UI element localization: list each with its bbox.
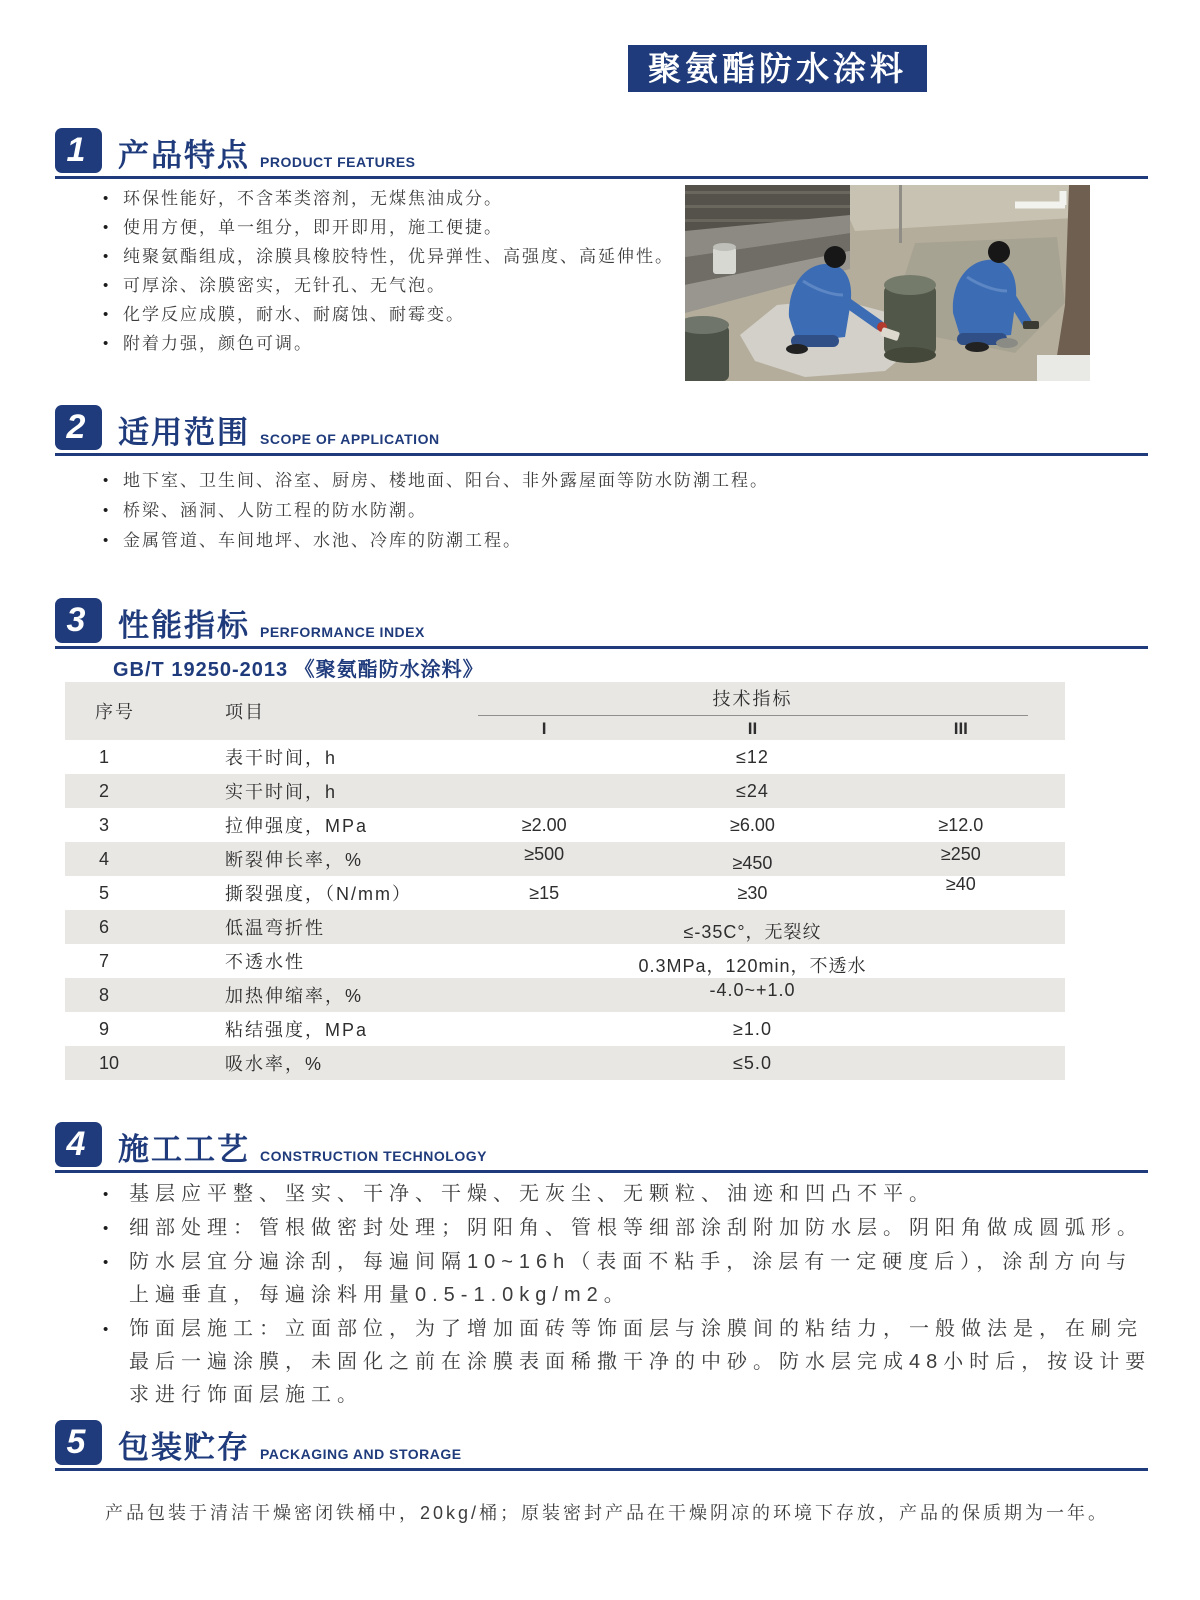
section-subtitle: SCOPE OF APPLICATION [260,431,440,448]
row-item: 实干时间，h [225,782,338,802]
row-value-III: ≥12.0 [938,814,984,835]
section-title: 包装贮存 [118,1430,250,1466]
row-item: 吸水率，% [225,1054,324,1074]
row-item: 撕裂强度，（N/mm） [225,884,412,904]
packaging-text: 产品包装于清洁干燥密闭铁桶中，20kg/桶；原装密封产品在干燥阴凉的环境下存放，产品的保质期为一年。 [105,1503,1110,1523]
section-number-badge: 1 [55,128,102,173]
list-item [103,271,688,300]
table-row [65,910,1065,944]
list-item [103,184,688,213]
section-title: 施工工艺 [118,1132,250,1168]
row-no: 8 [99,984,110,1005]
section-subtitle: PRODUCT FEATURES [260,154,416,171]
row-item: 低温弯折性 [225,918,325,938]
row-item: 断裂伸长率，% [225,850,364,870]
row-item: 表干时间，h [225,748,338,768]
row-value-I: ≥2.00 [521,814,567,835]
section-title: 性能指标 [118,608,250,644]
row-value: ≤5.0 [733,1052,772,1073]
bullet-icon: • [103,335,111,352]
list-item-text: 化学反应成膜，耐水、耐腐蚀、耐霉变。 [123,305,465,324]
bullet-icon: • [103,219,111,236]
section-header-construction [55,1122,1148,1173]
section-subtitle: PACKAGING AND STORAGE [260,1446,462,1463]
row-value: ≥1.0 [733,1018,772,1039]
row-no: 5 [99,882,110,903]
application-list [103,466,1153,556]
tech-index-label: 技术指标 [712,689,793,709]
row-no: 4 [99,848,110,869]
table-row [65,740,1065,774]
list-item-text: 环保性能好，不含苯类溶剂，无煤焦油成分。 [123,189,503,208]
col-header-tech [440,682,1065,740]
row-value-III: ≥40 [945,873,976,894]
list-item [103,496,1153,526]
list-item-text: 细部处理：管根做密封处理；阴阳角、管根等细部涂刮附加防水层。阴阳角做成圆弧形。 [129,1217,1143,1239]
row-no: 9 [99,1018,110,1039]
row-value-I: ≥15 [529,882,560,903]
list-item-text: 地下室、卫生间、浴室、厨房、楼地面、阳台、非外露屋面等防水防潮工程。 [123,471,769,490]
features-list [103,184,688,358]
row-item: 加热伸缩率，% [225,986,364,1006]
list-item [103,526,1153,556]
grade-headers [440,719,1065,739]
table-row [65,1046,1065,1080]
list-item-text: 防水层宜分遍涂刮，每遍间隔10~16h（表面不粘手，涂层有一定硬度后），涂刮方向与上遍垂直，每遍涂料用量0.5-1.0kg/m2。 [129,1251,1133,1306]
bullet-icon: • [103,1254,109,1271]
table-row [65,873,1065,910]
bullet-icon: • [103,277,111,294]
section-number-badge: 3 [55,598,102,643]
section-header-packaging [55,1420,1148,1471]
bullet-icon: • [103,1220,109,1237]
bullet-icon: • [103,472,111,489]
list-item-text: 金属管道、车间地坪、水池、冷库的防潮工程。 [123,531,522,550]
list-item-text: 纯聚氨酯组成，涂膜具橡胶特性，优异弹性、高强度、高延伸性。 [123,247,674,266]
list-item [103,1246,1158,1312]
row-value-III: ≥250 [940,843,981,864]
row-value: 0.3MPa，120min，不透水 [638,956,867,976]
row-value: ≤12 [736,746,769,767]
standard-reference: GB/T 19250-2013 《聚氨酯防水涂料》 [113,659,484,681]
section-title: 产品特点 [118,138,250,174]
table-row [65,774,1065,808]
row-item: 不透水性 [225,952,305,972]
table-row [65,842,1065,876]
row-item: 粘结强度，MPa [225,1020,369,1040]
list-item [103,466,1153,496]
page-title: 聚氨酯防水涂料 [628,45,927,92]
list-item-text: 附着力强，颜色可调。 [123,334,313,353]
row-item: 拉伸强度，MPa [225,816,369,836]
divider [478,715,1028,716]
bullet-icon: • [103,190,111,207]
section-number-badge: 4 [55,1122,102,1167]
row-value-I: ≥500 [524,843,565,864]
table-row [65,944,1065,978]
section-header-performance [55,598,1148,649]
list-item [103,1178,1158,1211]
list-item [103,300,688,329]
row-value: -4.0~+1.0 [709,979,796,1000]
section-subtitle: CONSTRUCTION TECHNOLOGY [260,1148,487,1165]
list-item-text: 使用方便，单一组分，即开即用，施工便捷。 [123,218,503,237]
row-no: 2 [99,780,110,801]
bullet-icon: • [103,1186,109,1203]
table-row [65,808,1065,842]
section-subtitle: PERFORMANCE INDEX [260,624,425,641]
col-header-item: 项目 [225,702,265,722]
bullet-icon: • [103,248,111,265]
row-value: ≤24 [736,780,769,801]
list-item-text: 饰面层施工：立面部位，为了增加面砖等饰面层与涂膜间的粘结力，一般做法是，在刷完最后一遍涂膜，未固化之前在涂膜表面稀撒干净的中砂。防水层完成48小时后，按设计要求进行饰面层施工。 [129,1318,1152,1406]
list-item-text: 桥梁、涵洞、人防工程的防水防潮。 [123,501,427,520]
construction-list [103,1178,1158,1413]
performance-table [65,682,1065,1080]
grade-I: I [541,719,547,738]
row-no: 7 [99,950,110,971]
section-header-application [55,405,1148,456]
row-no: 1 [99,746,110,767]
bullet-icon: • [103,502,111,519]
list-item [103,242,688,271]
list-item [103,1313,1158,1412]
list-item-text: 基层应平整、坚实、干净、干燥、无灰尘、无颗粒、油迹和凹凸不平。 [129,1183,935,1205]
section-number-badge: 5 [55,1420,102,1465]
table-row [65,978,1065,1012]
list-item-text: 可厚涂、涂膜密实，无针孔、无气泡。 [123,276,446,295]
col-header-no: 序号 [95,702,135,722]
bullet-icon: • [103,1321,109,1338]
table-header [65,682,1065,740]
row-no: 3 [99,814,110,835]
row-value-II: ≥450 [732,852,773,873]
product-photo [685,185,1090,381]
section-number-badge: 2 [55,405,102,450]
row-value-II: ≥30 [737,882,768,903]
bullet-icon: • [103,306,111,323]
list-item [103,213,688,242]
list-item [103,329,688,358]
bullet-icon: • [103,532,111,549]
section-header-features [55,128,1148,179]
list-item [103,1212,1158,1245]
section-title: 适用范围 [118,415,250,451]
row-no: 6 [99,916,110,937]
grade-III: III [953,719,968,738]
table-row [65,1012,1065,1046]
grade-II: II [747,719,758,738]
row-value: ≤-35C°，无裂纹 [683,922,822,942]
row-no: 10 [99,1052,120,1073]
row-value-II: ≥6.00 [730,814,775,835]
